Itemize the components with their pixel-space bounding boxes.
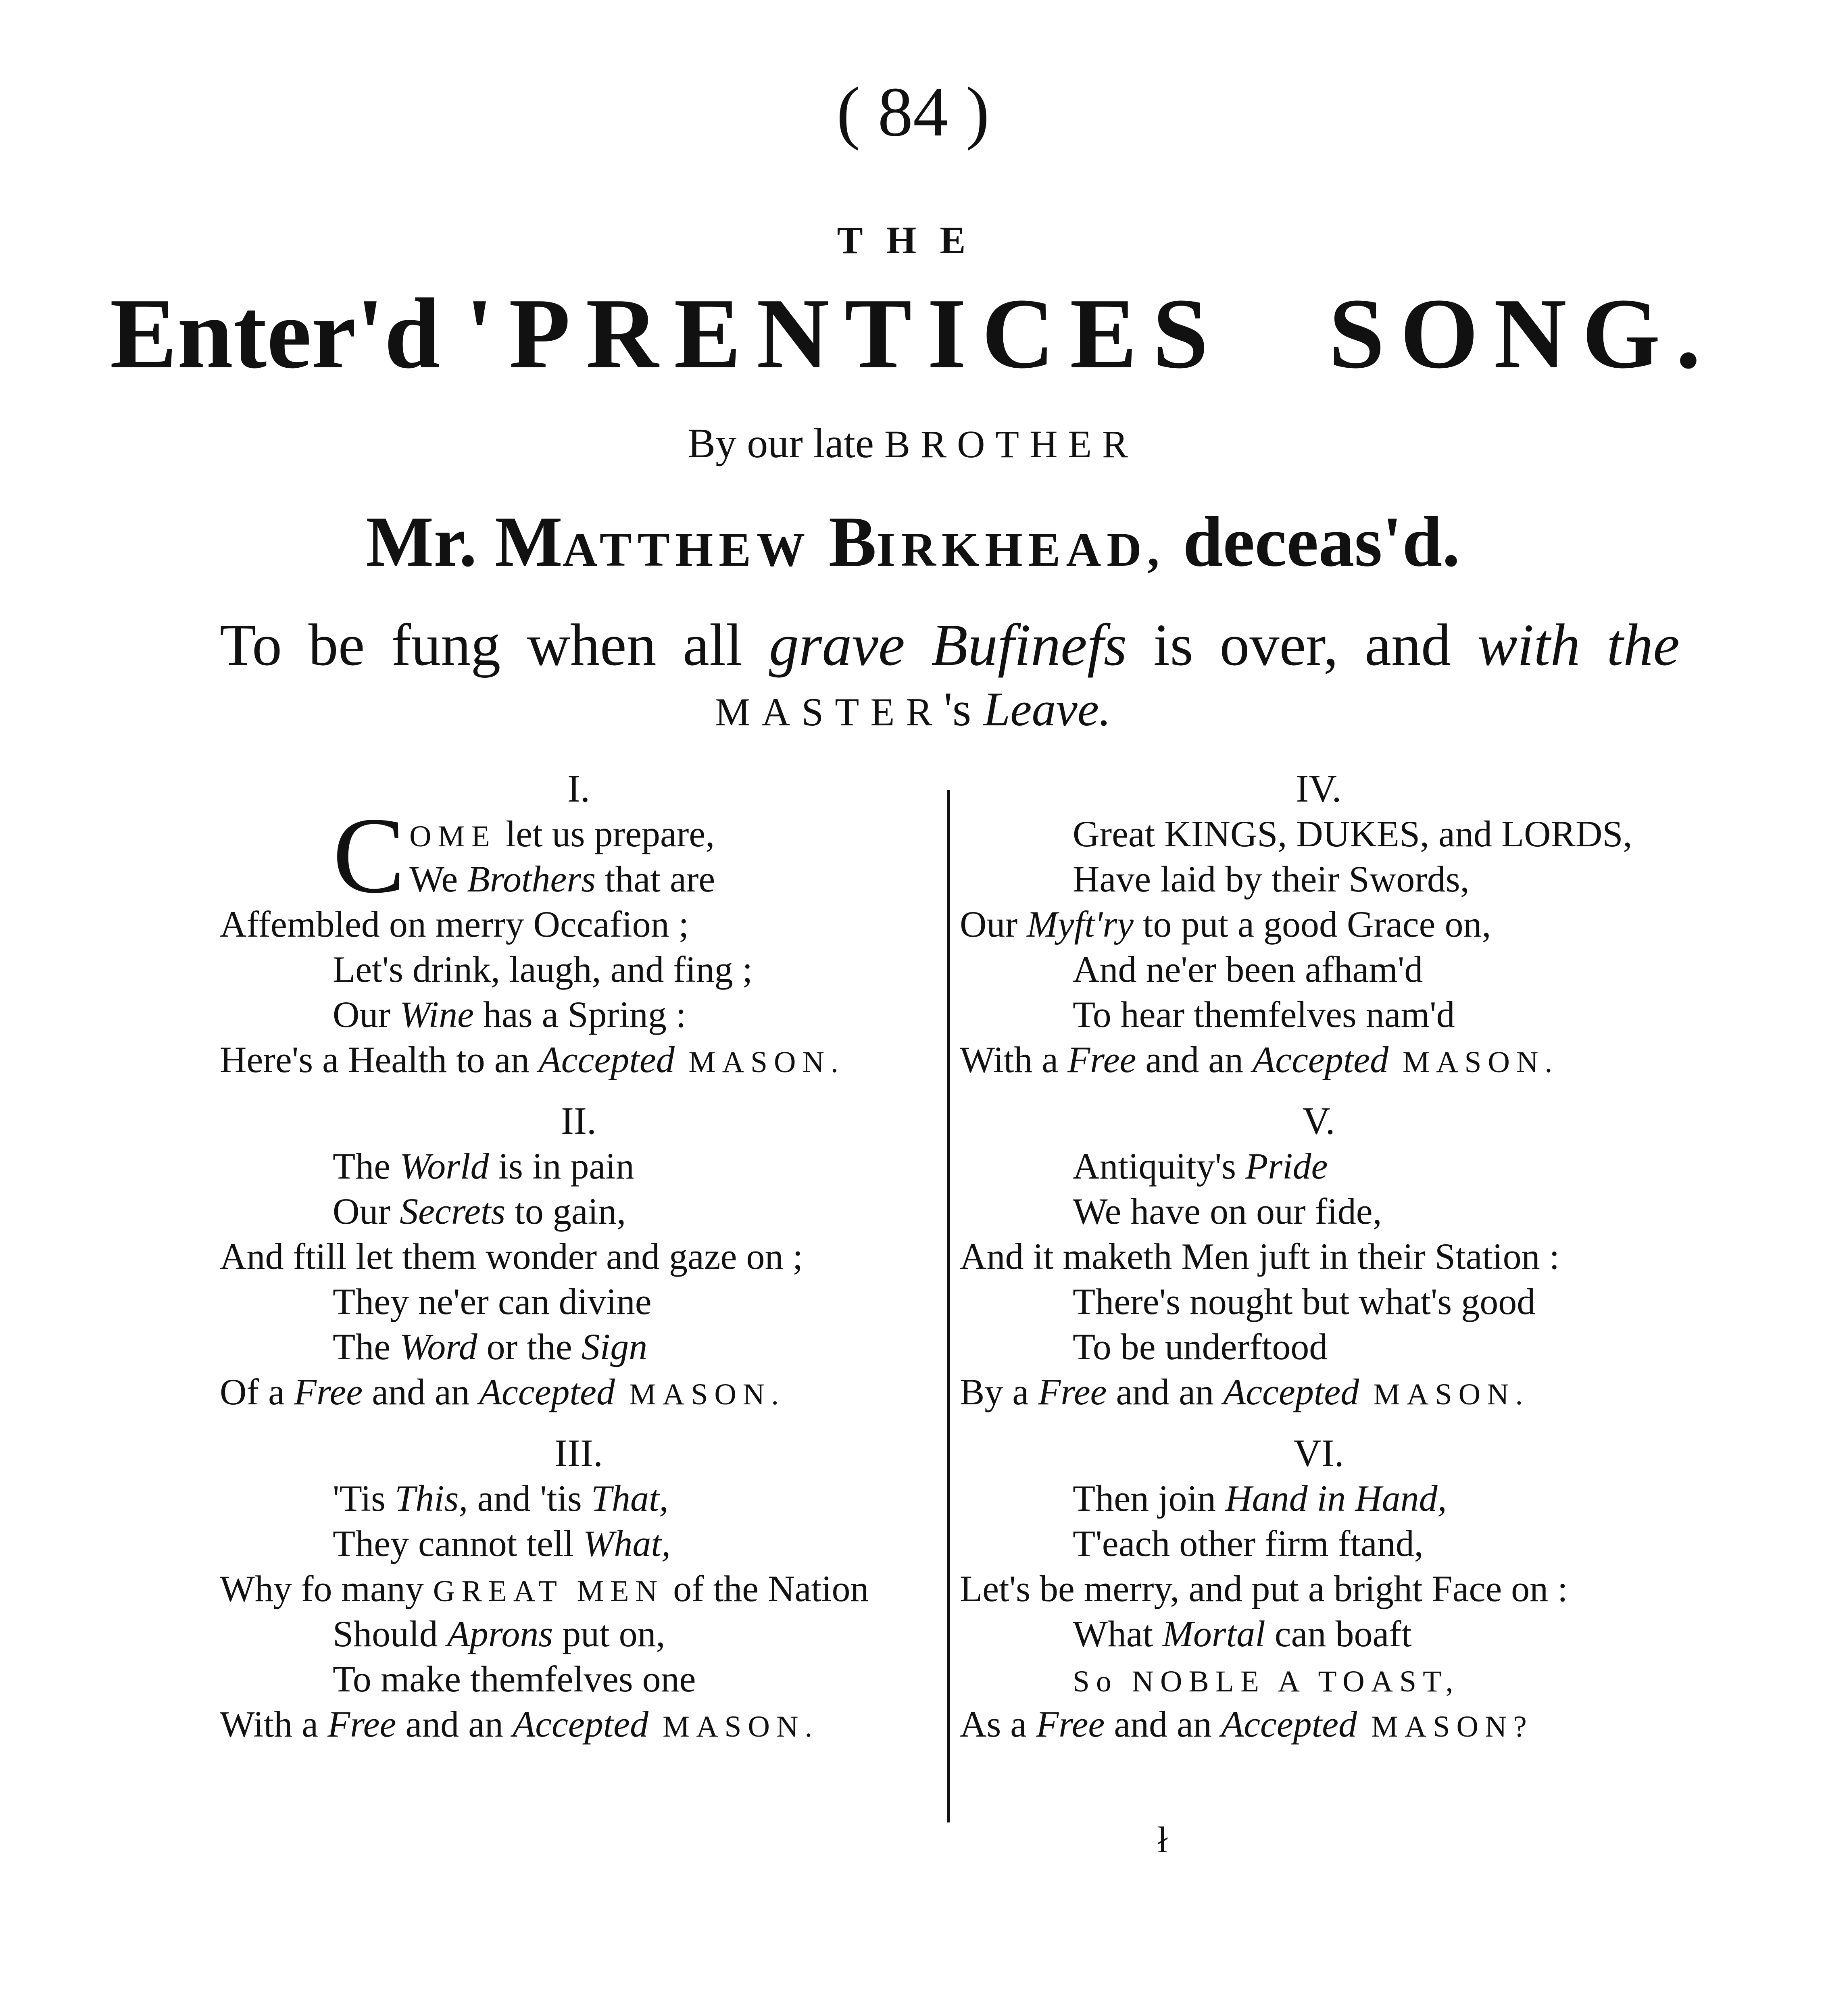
byline-brother: BROTHER xyxy=(884,423,1139,466)
verse-line: Let's be merry, and put a bright Face on : xyxy=(960,1568,1568,1609)
author-last-rest: IRKHEAD, xyxy=(876,523,1165,576)
title-end: SONG. xyxy=(1328,278,1716,389)
verse-line: What Mortal can boaft xyxy=(1073,1613,1412,1654)
byline-prefix: By our late xyxy=(687,420,885,467)
left-column xyxy=(220,766,938,1763)
verse-line: And ftill let them wonder and gaze on ; xyxy=(220,1236,803,1277)
verse-line: We have on our fide, xyxy=(1073,1191,1382,1232)
title-prefix: Enter'd xyxy=(110,278,466,389)
verse xyxy=(220,1431,938,1747)
verse-line: T'each other firm ftand, xyxy=(1073,1523,1424,1564)
verse-line: There's nought but what's good xyxy=(1073,1281,1536,1322)
verse-numeral: III. xyxy=(554,1431,603,1475)
verse-line: They cannot tell What, xyxy=(333,1523,671,1564)
verse-line: Our Myft'ry to put a good Grace on, xyxy=(960,904,1491,945)
drop-cap: C xyxy=(333,795,406,916)
instruction-line-2 xyxy=(0,681,1826,737)
verse-numeral: V. xyxy=(1302,1099,1335,1142)
verse-line: With a Free and an Accepted MASON. xyxy=(960,1039,1559,1080)
author-first-rest: ATTHEW xyxy=(563,523,811,576)
verse-line: Then join Hand in Hand, xyxy=(1073,1478,1447,1519)
verse-line: 'Tis This, and 'tis That, xyxy=(333,1478,669,1519)
verse-line: We Brothers that are xyxy=(409,858,715,900)
verse-line: Our Secrets to gain, xyxy=(333,1191,626,1232)
title-article: THE xyxy=(837,219,989,262)
verse-line: The Word or the Sign xyxy=(333,1326,648,1367)
verse-line: Antiquity's Pride xyxy=(1073,1145,1328,1187)
song-title xyxy=(0,278,1826,389)
verse xyxy=(220,766,938,1082)
verse-line: Why fo many GREAT MEN of the Nation xyxy=(220,1568,869,1609)
author-last-initial: B xyxy=(828,502,877,581)
author-suffix: deceas'd. xyxy=(1165,502,1460,581)
author-first-initial: M xyxy=(495,502,563,581)
author-line xyxy=(0,500,1826,583)
instruction-text: is over, and xyxy=(1153,612,1451,678)
verse-line: To hear themfelves nam'd xyxy=(1073,994,1455,1035)
verse xyxy=(960,1431,1678,1747)
verse-line: And ne'er been afham'd xyxy=(1073,949,1423,990)
verse-line: By a Free and an Accepted MASON. xyxy=(960,1371,1530,1412)
verse-numeral: IV. xyxy=(1296,767,1342,810)
verse-line: Great KINGS, DUKES, and LORDS, xyxy=(1073,813,1632,854)
author-title: Mr. xyxy=(366,502,495,581)
verse-line: Let's drink, laugh, and fing ; xyxy=(333,949,753,990)
verse-line: With a Free and an Accepted MASON. xyxy=(220,1704,819,1745)
verse-numeral: VI. xyxy=(1293,1431,1344,1475)
column-divider xyxy=(947,790,950,1822)
verse-line: To be underftood xyxy=(1073,1326,1328,1367)
verse-line: And it maketh Men juft in their Station : xyxy=(960,1236,1560,1277)
verse-line: The World is in pain xyxy=(333,1145,634,1187)
instruction-italic: with the xyxy=(1477,612,1680,678)
right-column xyxy=(960,766,1678,1763)
verse-line: Here's a Health to an Accepted MASON. xyxy=(220,1039,845,1080)
instruction-master: MASTER xyxy=(715,690,944,734)
verse-line: So NOBLE A TOAST, xyxy=(1073,1665,1460,1698)
verse-line: To make themfelves one xyxy=(333,1658,696,1699)
verse xyxy=(960,1098,1678,1414)
verse-line: Have laid by their Swords, xyxy=(1073,858,1470,900)
verse-line: Of a Free and an Accepted MASON. xyxy=(220,1371,786,1412)
verse-line: OME let us prepare, xyxy=(409,813,715,854)
instruction-text: 's xyxy=(944,682,984,736)
verse xyxy=(960,766,1678,1082)
verse-line: Our Wine has a Spring : xyxy=(333,994,686,1035)
verse xyxy=(220,1098,938,1414)
title-main: 'PRENTICES xyxy=(465,278,1224,389)
verse-numeral: II. xyxy=(561,1099,596,1142)
verse-line: As a Free and an Accepted MASON? xyxy=(960,1704,1533,1745)
byline xyxy=(0,419,1826,467)
catchword: ł xyxy=(1157,1819,1168,1860)
instruction-italic: grave Bufinefs xyxy=(769,612,1127,678)
verse-line: Affembled on merry Occafion ; xyxy=(220,904,689,945)
instruction-italic: Leave. xyxy=(983,682,1111,736)
verse-line: Should Aprons put on, xyxy=(333,1613,665,1654)
verse-line: They ne'er can divine xyxy=(333,1281,652,1322)
instruction-line-1 xyxy=(220,611,1680,679)
page-number: ( 84 ) xyxy=(836,73,990,151)
instruction-text: To be fung when all xyxy=(220,612,743,678)
verse-numeral: I. xyxy=(567,767,590,810)
